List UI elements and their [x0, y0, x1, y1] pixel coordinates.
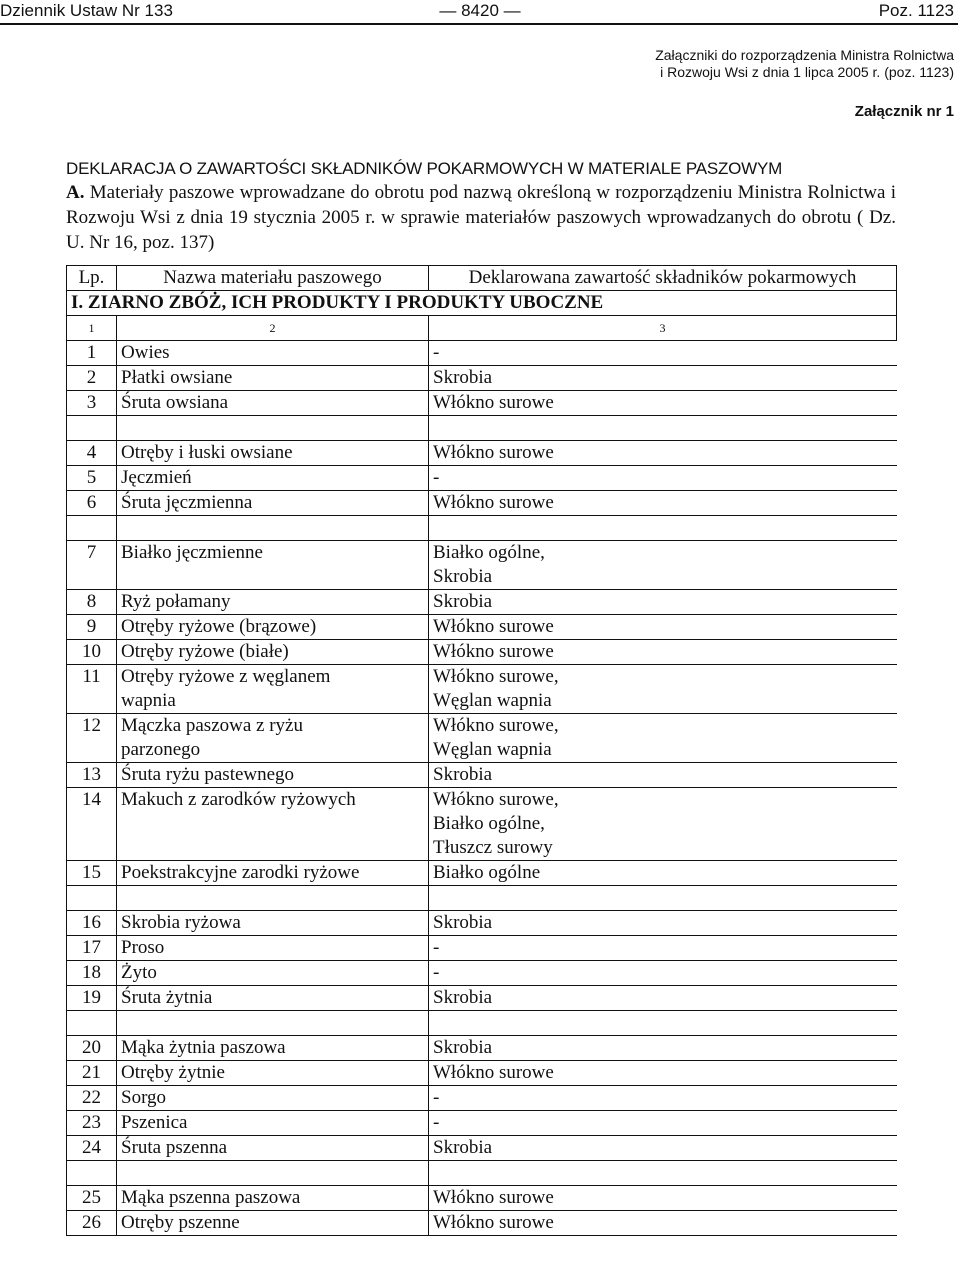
row-declared-value: -	[429, 1086, 897, 1111]
table-body	[67, 266, 897, 1236]
row-material-name: Śruta pszenna	[117, 1136, 429, 1161]
row-declared-value: Włókno surowe	[429, 441, 897, 466]
row-lp: 9	[67, 615, 117, 640]
row-material-name: Ryż połamany	[117, 590, 429, 615]
index-3: 3	[429, 316, 897, 341]
table-row	[67, 763, 897, 788]
spacer-row	[67, 1011, 897, 1036]
row-lp: 22	[67, 1086, 117, 1111]
table-row	[67, 1186, 897, 1211]
table-row	[67, 961, 897, 986]
row-material-name: Żyto	[117, 961, 429, 986]
spacer-cell	[67, 516, 117, 541]
table-row	[67, 491, 897, 516]
table-row	[67, 665, 897, 714]
row-declared-value: -	[429, 961, 897, 986]
row-material-name: Otręby i łuski owsiane	[117, 441, 429, 466]
page-header	[0, 0, 960, 24]
annex-note-line-2: i Rozwoju Wsi z dnia 1 lipca 2005 r. (poz. 1123)	[660, 64, 954, 80]
spacer-cell	[117, 416, 429, 441]
spacer-cell	[67, 886, 117, 911]
row-declared-value: Skrobia	[429, 1136, 897, 1161]
spacer-cell	[117, 1161, 429, 1186]
row-declared-value: Włókno surowe	[429, 1061, 897, 1086]
spacer-cell	[429, 1011, 897, 1036]
spacer-cell	[67, 1161, 117, 1186]
intro-text: Materiały paszowe wprowadzane do obrotu pod nazwą określoną w rozporządzeniu Ministra Rolnictwa i Rozwoju Wsi z dnia 19 stycznia 2005 r. w sprawie materiałów paszowych wprowadzanych do obrotu ( Dz. U. Nr 16, poz. 137)	[66, 182, 896, 253]
intro-letter: A.	[66, 182, 85, 203]
table-row	[67, 1211, 897, 1236]
spacer-row	[67, 416, 897, 441]
section-row	[67, 291, 897, 316]
row-lp: 4	[67, 441, 117, 466]
row-lp: 11	[67, 665, 117, 714]
spacer-row	[67, 886, 897, 911]
row-declared-value: Skrobia	[429, 986, 897, 1011]
row-material-name: Mąka pszenna paszowa	[117, 1186, 429, 1211]
table-row	[67, 1111, 897, 1136]
row-declared-value: Skrobia	[429, 366, 897, 391]
feed-material-table	[66, 265, 897, 1236]
row-lp: 5	[67, 466, 117, 491]
column-index-row	[67, 316, 897, 341]
row-material-name: Otręby pszenne	[117, 1211, 429, 1236]
row-lp: 23	[67, 1111, 117, 1136]
row-material-name: Sorgo	[117, 1086, 429, 1111]
row-lp: 17	[67, 936, 117, 961]
row-material-name: Białko jęczmienne	[117, 541, 429, 590]
row-lp: 7	[67, 541, 117, 590]
row-lp: 24	[67, 1136, 117, 1161]
row-material-name: Poekstrakcyjne zarodki ryżowe	[117, 861, 429, 886]
row-material-name: Śruta ryżu pastewnego	[117, 763, 429, 788]
row-material-name: Otręby ryżowe (białe)	[117, 640, 429, 665]
row-declared-value: Włókno surowe	[429, 640, 897, 665]
spacer-cell	[117, 516, 429, 541]
row-lp: 1	[67, 341, 117, 366]
annex-number: Załącznik nr 1	[854, 103, 954, 120]
table-row	[67, 466, 897, 491]
row-lp: 2	[67, 366, 117, 391]
row-material-name: Otręby ryżowe (brązowe)	[117, 615, 429, 640]
row-declared-value: -	[429, 341, 897, 366]
annex-note-line-1: Załączniki do rozporządzenia Ministra Rolnictwa	[655, 47, 954, 63]
table-row	[67, 788, 897, 861]
index-1: 1	[67, 316, 117, 341]
row-lp: 19	[67, 986, 117, 1011]
row-lp: 16	[67, 911, 117, 936]
row-lp: 21	[67, 1061, 117, 1086]
row-declared-value: Włókno surowe	[429, 1186, 897, 1211]
table-row	[67, 1036, 897, 1061]
row-declared-value: -	[429, 1111, 897, 1136]
row-lp: 13	[67, 763, 117, 788]
section-title: I. ZIARNO ZBÓŻ, ICH PRODUKTY I PRODUKTY UBOCZNE	[67, 291, 897, 316]
row-lp: 15	[67, 861, 117, 886]
table-row	[67, 640, 897, 665]
row-lp: 3	[67, 391, 117, 416]
spacer-row	[67, 516, 897, 541]
row-declared-value: -	[429, 936, 897, 961]
row-lp: 26	[67, 1211, 117, 1236]
row-material-name: Mąka żytnia paszowa	[117, 1036, 429, 1061]
row-declared-value: Włókno surowe	[429, 491, 897, 516]
index-2: 2	[117, 316, 429, 341]
table-row	[67, 936, 897, 961]
spacer-cell	[429, 886, 897, 911]
spacer-cell	[429, 1161, 897, 1186]
row-declared-value: Skrobia	[429, 1036, 897, 1061]
row-declared-value: Włókno surowe	[429, 615, 897, 640]
row-declared-value: Włókno surowe	[429, 1211, 897, 1236]
row-declared-value: Włókno surowe	[429, 391, 897, 416]
row-declared-value: Skrobia	[429, 590, 897, 615]
journal-title: Dziennik Ustaw Nr 133	[0, 1, 173, 20]
table-row	[67, 1136, 897, 1161]
table-row	[67, 366, 897, 391]
table-row	[67, 986, 897, 1011]
row-material-name: Otręby żytnie	[117, 1061, 429, 1086]
row-declared-value: Włókno surowe, Białko ogólne, Tłuszcz surowy	[429, 788, 897, 861]
row-material-name: Owies	[117, 341, 429, 366]
row-lp: 8	[67, 590, 117, 615]
row-material-name: Pszenica	[117, 1111, 429, 1136]
table-row	[67, 1086, 897, 1111]
header-name: Nazwa materiału paszowego	[117, 266, 429, 291]
row-material-name: Mączka paszowa z ryżu parzonego	[117, 714, 429, 763]
row-declared-value: -	[429, 466, 897, 491]
row-declared-value: Skrobia	[429, 911, 897, 936]
table-row	[67, 911, 897, 936]
spacer-cell	[67, 1011, 117, 1036]
row-material-name: Jęczmień	[117, 466, 429, 491]
spacer-row	[67, 1161, 897, 1186]
row-declared-value: Włókno surowe, Węglan wapnia	[429, 714, 897, 763]
row-lp: 20	[67, 1036, 117, 1061]
table-row	[67, 441, 897, 466]
row-declared-value: Skrobia	[429, 763, 897, 788]
row-lp: 6	[67, 491, 117, 516]
row-declared-value: Włókno surowe, Węglan wapnia	[429, 665, 897, 714]
table-row	[67, 541, 897, 590]
row-lp: 25	[67, 1186, 117, 1211]
spacer-cell	[117, 886, 429, 911]
table-row	[67, 714, 897, 763]
declaration-title: DEKLARACJA O ZAWARTOŚCI SKŁADNIKÓW POKARMOWYCH W MATERIALE PASZOWYM	[66, 159, 783, 178]
row-material-name: Płatki owsiane	[117, 366, 429, 391]
row-material-name: Skrobia ryżowa	[117, 911, 429, 936]
row-material-name: Śruta żytnia	[117, 986, 429, 1011]
row-declared-value: Białko ogólne	[429, 861, 897, 886]
position-number: Poz. 1123	[878, 1, 954, 20]
table-row	[67, 341, 897, 366]
table-row	[67, 615, 897, 640]
table-row	[67, 590, 897, 615]
row-lp: 18	[67, 961, 117, 986]
row-material-name: Makuch z zarodków ryżowych	[117, 788, 429, 861]
spacer-cell	[429, 516, 897, 541]
spacer-cell	[67, 416, 117, 441]
header-value: Deklarowana zawartość składników pokarmowych	[429, 266, 897, 291]
spacer-cell	[429, 416, 897, 441]
header-rule	[0, 23, 958, 25]
row-lp: 14	[67, 788, 117, 861]
header-lp: Lp.	[67, 266, 117, 291]
row-material-name: Śruta owsiana	[117, 391, 429, 416]
intro-paragraph	[66, 180, 896, 255]
row-material-name: Śruta jęczmienna	[117, 491, 429, 516]
row-declared-value: Białko ogólne, Skrobia	[429, 541, 897, 590]
spacer-cell	[117, 1011, 429, 1036]
row-material-name: Otręby ryżowe z węglanem wapnia	[117, 665, 429, 714]
table-header-row	[67, 266, 897, 291]
row-lp: 12	[67, 714, 117, 763]
table-row	[67, 1061, 897, 1086]
table-row	[67, 861, 897, 886]
row-lp: 10	[67, 640, 117, 665]
page-number: — 8420 —	[439, 1, 521, 20]
annex-note	[655, 47, 954, 81]
row-material-name: Proso	[117, 936, 429, 961]
table-row	[67, 391, 897, 416]
